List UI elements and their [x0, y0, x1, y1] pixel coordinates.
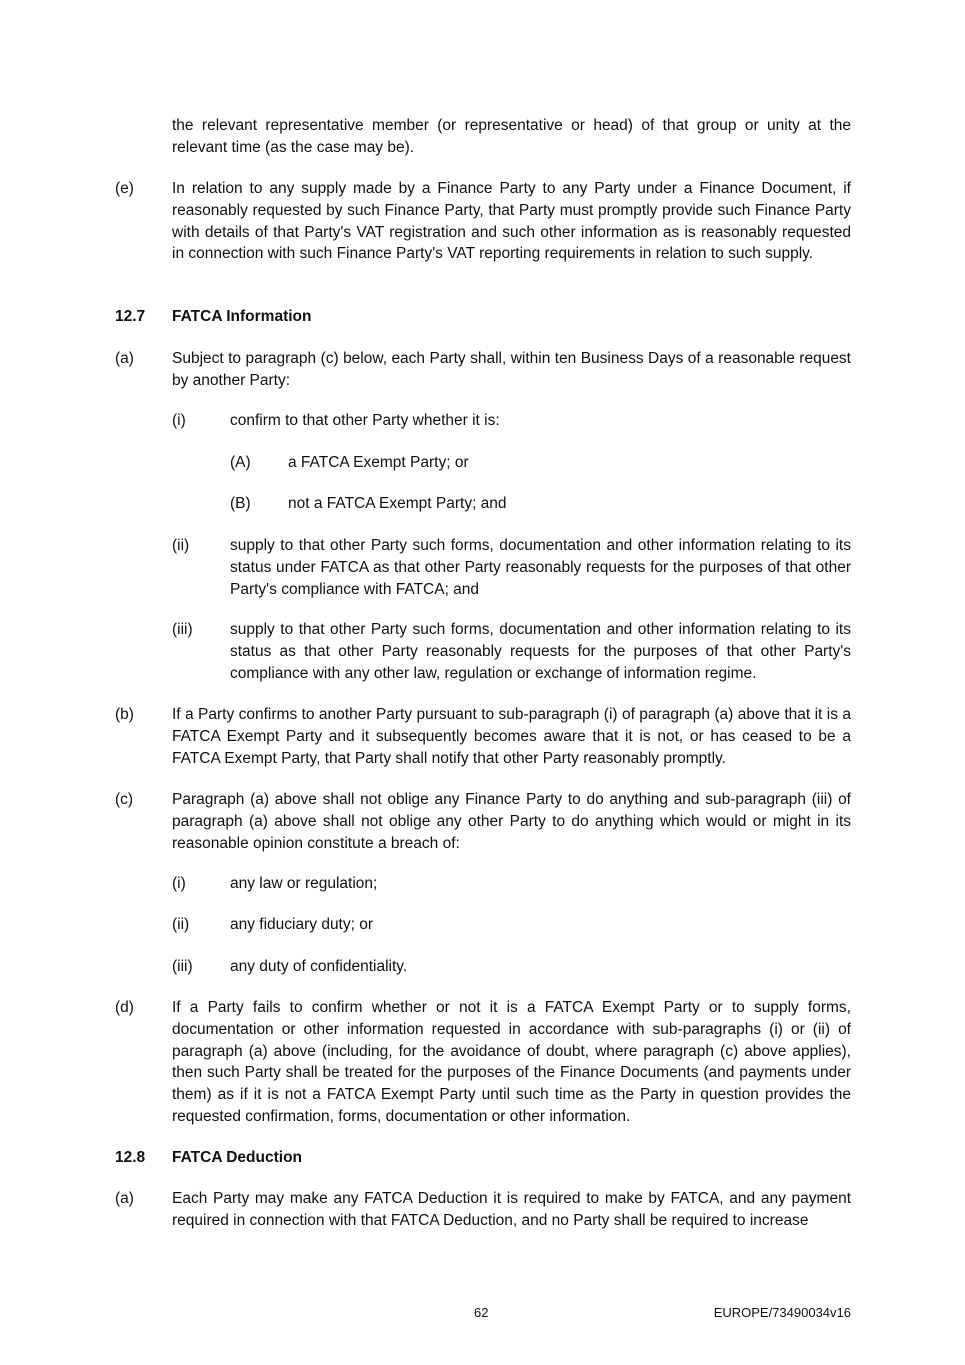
page-number: 62 [474, 1305, 489, 1320]
para-a-label: (a) [115, 350, 134, 367]
subpara-a-iii-label: (iii) [172, 621, 193, 638]
item-A-label: (A) [230, 454, 251, 471]
intro-continuation: the relevant representative member (or representative or head) of that group or unity at the relevant time (as the case may be). [172, 117, 851, 156]
section-12-8-para-a-text: Each Party may make any FATCA Deduction it is required to make by FATCA, and any payment required in connection with that FATCA Deduction, and no Party shall be required to increase [172, 1190, 851, 1229]
section-12-8-title: FATCA Deduction [172, 1149, 303, 1166]
item-A-text: a FATCA Exempt Party; or [288, 454, 469, 471]
item-B-label: (B) [230, 495, 251, 512]
para-d-label: (d) [115, 999, 134, 1016]
section-12-8-para-a-label: (a) [115, 1190, 134, 1207]
subpara-c-ii-label: (ii) [172, 916, 190, 933]
para-e-text: In relation to any supply made by a Finance Party to any Party under a Finance Document, if reasonably requested by such Finance Party, that Party must promptly provide such Finance Party with details of that Party's VAT registration and such other information as is reasonably requested in connection with such Finance Party's VAT reporting requirements in relation to such supply. [172, 180, 851, 263]
para-d-text: If a Party fails to confirm whether or not it is a FATCA Exempt Party or to supply forms, documentation or other information requested in accordance with sub-paragraphs (i) or (ii) of paragraph (a) above (including, for the avoidance of doubt, where paragraph (c) above applies), then such Party shall be treated for the purposes of the Finance Documents (and payments under them) as if it is not a FATCA Exempt Party until such time as the Party in question provides the requested confirmation, forms, documentation or other information. [172, 999, 851, 1125]
para-c-text: Paragraph (a) above shall not oblige any Finance Party to do anything and sub-paragraph (iii) of paragraph (a) above shall not oblige any other Party to do anything which would or might in its reasonable opinion constitute a breach of: [172, 791, 851, 852]
subpara-a-ii-label: (ii) [172, 537, 190, 554]
para-e-label: (e) [115, 180, 134, 197]
document-reference: EUROPE/73490034v16 [713, 1305, 851, 1320]
para-b-label: (b) [115, 706, 134, 723]
subpara-c-ii-text: any fiduciary duty; or [230, 916, 374, 933]
subpara-a-iii-text: supply to that other Party such forms, documentation and other information relating to its status as that other Party reasonably requests for the purposes of that other Party's compliance with any other law, regulation or exchange of information regime. [230, 621, 851, 682]
section-12-8-number: 12.8 [115, 1149, 146, 1166]
para-c-label: (c) [115, 791, 134, 808]
subpara-c-iii-text: any duty of confidentiality. [230, 958, 408, 975]
para-a-text: Subject to paragraph (c) below, each Party shall, within ten Business Days of a reasonable request by another Party: [172, 350, 851, 389]
subpara-a-i-label: (i) [172, 412, 186, 429]
section-12-7-number: 12.7 [115, 308, 146, 325]
subpara-a-i-text: confirm to that other Party whether it is: [230, 412, 500, 429]
subpara-c-i-label: (i) [172, 875, 186, 892]
item-B-text: not a FATCA Exempt Party; and [288, 495, 507, 512]
subpara-a-ii-text: supply to that other Party such forms, documentation and other information relating to its status under FATCA as that other Party reasonably requests for the purposes of that other Party's compliance with FATCA; and [230, 537, 851, 598]
subpara-c-iii-label: (iii) [172, 958, 193, 975]
para-b-text: If a Party confirms to another Party pursuant to sub-paragraph (i) of paragraph (a) above that it is a FATCA Exempt Party and it subsequently becomes aware that it is not, or has ceased to be a FATCA Exempt Party, that Party shall notify that other Party reasonably promptly. [172, 706, 851, 767]
section-12-7-title: FATCA Information [172, 308, 312, 325]
subpara-c-i-text: any law or regulation; [230, 875, 378, 892]
